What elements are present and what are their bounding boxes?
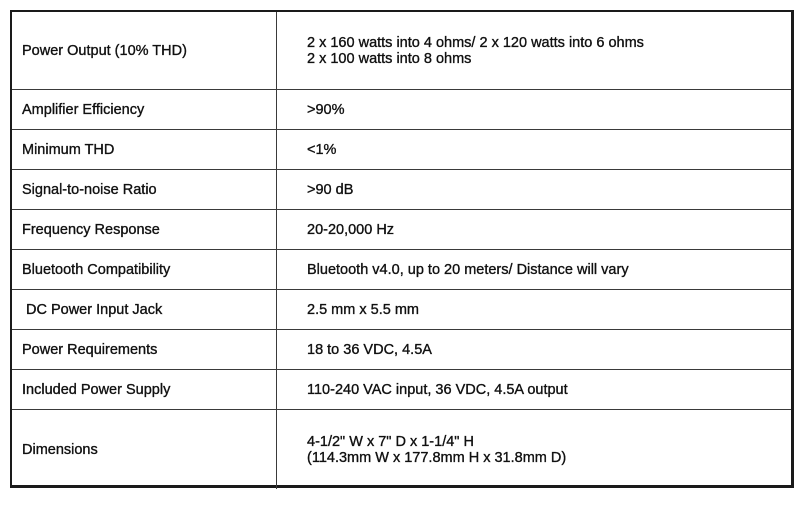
- spec-value-line: 20-20,000 Hz: [307, 221, 395, 238]
- spec-value: [277, 290, 791, 329]
- spec-row-dimensions: [12, 410, 791, 489]
- spec-value-line: (114.3mm W x 177.8mm H x 31.8mm D): [307, 449, 567, 466]
- spec-row-signal-to-noise: [12, 170, 791, 210]
- spec-value: [277, 170, 791, 209]
- spec-value: [277, 410, 791, 489]
- spec-label: Minimum THD: [12, 130, 277, 169]
- spec-label: Bluetooth Compatibility: [12, 250, 277, 289]
- spec-row-amplifier-efficiency: [12, 90, 791, 130]
- spec-value-line: 2 x 100 watts into 8 ohms: [307, 50, 472, 67]
- spec-label: Signal-to-noise Ratio: [12, 170, 277, 209]
- spec-row-minimum-thd: [12, 130, 791, 170]
- spec-row-bluetooth: [12, 250, 791, 290]
- spec-value: [277, 90, 791, 129]
- spec-value: [277, 370, 791, 409]
- spec-row-dc-input-jack: [12, 290, 791, 330]
- spec-label: Frequency Response: [12, 210, 277, 249]
- spec-row-frequency-response: [12, 210, 791, 250]
- spec-value: [277, 210, 791, 249]
- spec-value: [277, 12, 791, 89]
- spec-value-line: >90%: [307, 101, 345, 118]
- spec-label: Included Power Supply: [12, 370, 277, 409]
- spec-row-power-requirements: [12, 330, 791, 370]
- spec-label: Dimensions: [12, 410, 277, 489]
- spec-value-line: 4-1/2" W x 7" D x 1-1/4" H: [307, 433, 474, 450]
- spec-row-included-power-supply: [12, 370, 791, 410]
- spec-value-line: 18 to 36 VDC, 4.5A: [307, 341, 432, 358]
- spec-row-power-output: [12, 12, 791, 90]
- spec-value-line: <1%: [307, 141, 337, 158]
- spec-value: [277, 330, 791, 369]
- spec-value-line: >90 dB: [307, 181, 354, 198]
- spec-value-line: 110-240 VAC input, 36 VDC, 4.5A output: [307, 381, 568, 398]
- spec-value-line: 2.5 mm x 5.5 mm: [307, 301, 419, 318]
- spec-label: Power Output (10% THD): [12, 12, 277, 89]
- spec-value-line: Bluetooth v4.0, up to 20 meters/ Distance will vary: [307, 261, 629, 278]
- spec-value: [277, 250, 791, 289]
- spec-value: [277, 130, 791, 169]
- spec-label: DC Power Input Jack: [12, 290, 277, 329]
- spec-label: Power Requirements: [12, 330, 277, 369]
- spec-table: [10, 10, 794, 488]
- spec-label: Amplifier Efficiency: [12, 90, 277, 129]
- spec-value-line: 2 x 160 watts into 4 ohms/ 2 x 120 watts into 6 ohms: [307, 34, 644, 51]
